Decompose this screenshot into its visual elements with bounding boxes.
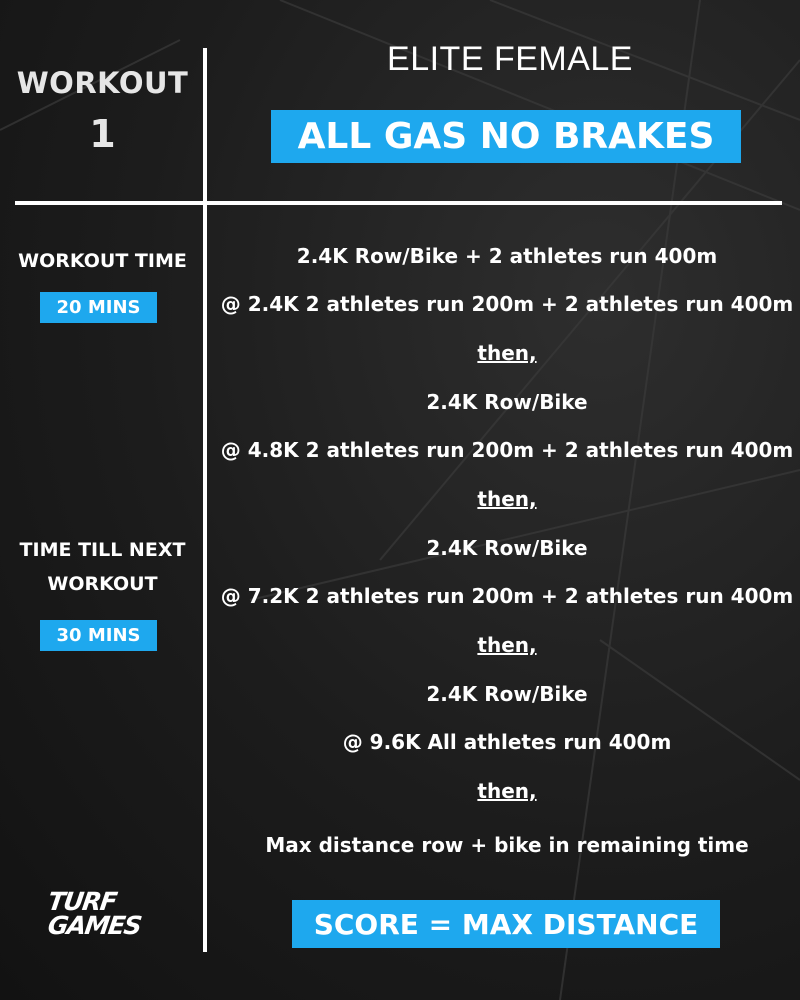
next-workout-label-line1: TIME TILL NEXT	[19, 539, 186, 561]
workout-time-badge: 20 MINS	[40, 292, 157, 323]
division-title: ELITE FEMALE	[387, 40, 633, 78]
step-line: @ 7.2K 2 athletes run 200m + 2 athletes run 400m	[220, 584, 794, 608]
step-line: @ 9.6K All athletes run 400m	[342, 730, 672, 754]
workout-time-label: WORKOUT TIME	[18, 250, 187, 272]
logo-line2: GAMES	[46, 911, 143, 940]
workout-label: WORKOUT	[16, 66, 189, 100]
then-separator: then,	[477, 341, 537, 365]
step-line: @ 4.8K 2 athletes run 200m + 2 athletes run 400m	[220, 438, 794, 462]
next-workout-label-line2: WORKOUT	[47, 573, 158, 595]
step-line: 2.4K Row/Bike + 2 athletes run 400m	[296, 244, 718, 268]
horizontal-divider	[15, 201, 782, 205]
step-line: 2.4K Row/Bike	[426, 536, 588, 560]
next-workout-badge: 30 MINS	[40, 620, 157, 651]
vertical-divider	[203, 48, 207, 952]
final-step: Max distance row + bike in remaining time	[265, 833, 749, 857]
workout-name: ALL GAS NO BRAKES	[297, 116, 715, 157]
then-separator: then,	[477, 487, 537, 511]
workout-name-banner	[271, 110, 741, 163]
score-banner: SCORE = MAX DISTANCE	[292, 900, 720, 948]
step-line: 2.4K Row/Bike	[426, 390, 588, 414]
logo-line1: TURF	[46, 887, 118, 916]
workout-steps	[210, 232, 800, 816]
workout-number: 1	[89, 112, 116, 156]
then-separator: then,	[477, 633, 537, 657]
then-separator: then,	[477, 779, 537, 803]
turf-games-logo	[46, 887, 158, 950]
step-line: @ 2.4K 2 athletes run 200m + 2 athletes run 400m	[220, 292, 794, 316]
step-line: 2.4K Row/Bike	[426, 682, 588, 706]
